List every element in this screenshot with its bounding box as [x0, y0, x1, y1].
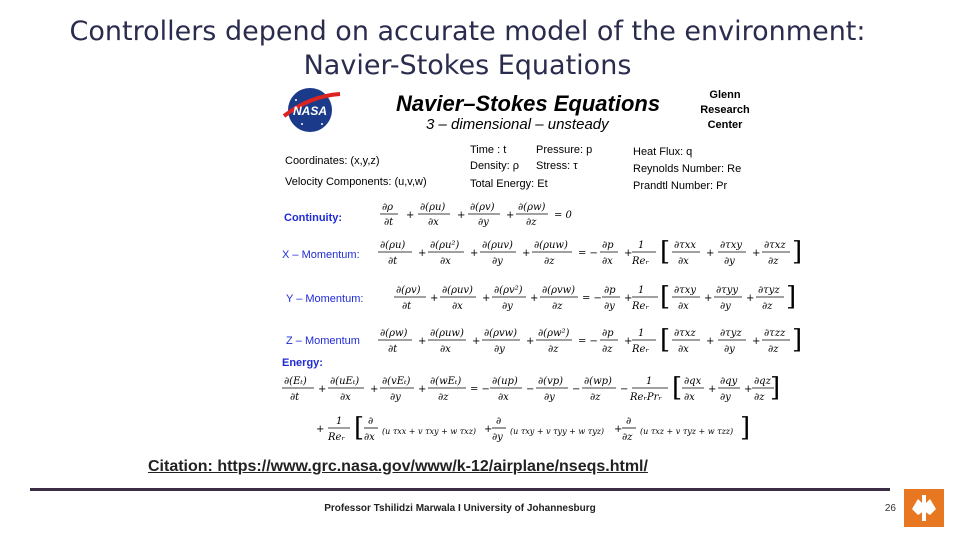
svg-text:∂t: ∂t: [388, 344, 398, 355]
svg-text:∂p: ∂p: [604, 285, 616, 296]
svg-text:−: −: [620, 384, 629, 395]
svg-text:∂τxy: ∂τxy: [720, 240, 742, 251]
svg-text:∂y: ∂y: [390, 392, 401, 403]
svg-text:∂z: ∂z: [552, 301, 563, 312]
svg-text:[: [: [672, 373, 683, 403]
svg-text:∂z: ∂z: [544, 256, 555, 267]
svg-text:+: +: [318, 384, 327, 395]
svg-text:∂(ρv): ∂(ρv): [470, 202, 495, 213]
svg-text:∂τxx: ∂τxx: [674, 240, 696, 251]
svg-text:Reᵣ: Reᵣ: [328, 432, 345, 443]
svg-text:∂(ρw): ∂(ρw): [518, 202, 546, 213]
density-def: Density: ρ: [470, 160, 520, 172]
svg-text:∂z: ∂z: [590, 392, 601, 403]
svg-text:∂y: ∂y: [604, 301, 615, 312]
total-energy-def: Total Energy: Et: [470, 178, 548, 190]
svg-text:∂(wp): ∂(wp): [584, 376, 612, 387]
svg-text:∂(wEₜ): ∂(wEₜ): [430, 376, 462, 387]
svg-text:∂(ρv²): ∂(ρv²): [494, 285, 523, 296]
svg-text:∂y: ∂y: [724, 256, 735, 267]
svg-text:∂z: ∂z: [768, 344, 779, 355]
svg-text:∂t: ∂t: [384, 217, 394, 228]
svg-text:∂z: ∂z: [602, 344, 613, 355]
svg-text:∂p: ∂p: [602, 328, 614, 339]
svg-text:+: +: [526, 336, 535, 347]
svg-text:∂x: ∂x: [678, 344, 689, 355]
svg-text:∂τyz: ∂τyz: [758, 285, 780, 296]
svg-text:+: +: [624, 248, 633, 259]
svg-text:+: +: [430, 293, 439, 304]
svg-text:(u τxz + v τyz + w τzz): (u τxz + v τyz + w τzz): [640, 427, 734, 436]
university-logo-icon: [904, 489, 944, 527]
svg-text:= −: = −: [470, 384, 490, 395]
z-momentum-label: Z – Momentum: [286, 335, 360, 347]
svg-text:−: −: [572, 384, 581, 395]
svg-text:∂(ρu²): ∂(ρu²): [430, 240, 460, 251]
svg-text:+: +: [706, 248, 715, 259]
figure-heading: Navier–Stokes Equations: [396, 91, 661, 116]
svg-text:∂y: ∂y: [720, 301, 731, 312]
svg-text:∂t: ∂t: [388, 256, 398, 267]
page-number: 26: [884, 503, 896, 514]
slide-title-line-1: Controllers depend on accurate model of the environment:: [69, 16, 866, 47]
svg-text:1: 1: [638, 285, 645, 296]
svg-text:∂z: ∂z: [438, 392, 449, 403]
svg-text:∂(vEₜ): ∂(vEₜ): [382, 376, 411, 387]
svg-text:∂qx: ∂qx: [684, 376, 702, 387]
svg-text:+: +: [752, 336, 761, 347]
pressure-def: Pressure: p: [536, 144, 593, 156]
svg-text:+: +: [744, 384, 753, 395]
svg-text:Reᵣ: Reᵣ: [632, 256, 649, 267]
svg-text:∂x: ∂x: [440, 256, 451, 267]
svg-text:∂τzz: ∂τzz: [764, 328, 786, 339]
reynolds-def: Reynolds Number: Re: [633, 163, 742, 175]
svg-text:+: +: [472, 336, 481, 347]
svg-text:+: +: [706, 336, 715, 347]
citation-link[interactable]: Citation: https://www.grc.nasa.gov/www/k-12/airplane/nseqs.html/: [148, 458, 648, 475]
svg-text:]: ]: [740, 413, 751, 443]
continuity-label: Continuity:: [284, 212, 343, 224]
svg-text:∂(ρu): ∂(ρu): [420, 202, 446, 213]
svg-text:= −: = −: [578, 336, 598, 347]
svg-text:∂(ρuw): ∂(ρuw): [534, 240, 568, 251]
svg-text:Reᵣ: Reᵣ: [632, 344, 649, 355]
svg-text:∂z: ∂z: [526, 217, 537, 228]
svg-text:+: +: [506, 210, 515, 221]
svg-text:1: 1: [638, 328, 645, 339]
svg-text:+: +: [370, 384, 379, 395]
heat-flux-def: Heat Flux: q: [633, 146, 693, 158]
svg-text:∂: ∂: [496, 416, 502, 427]
footer-divider: [30, 488, 890, 491]
svg-text:∂x: ∂x: [364, 432, 375, 443]
svg-text:∂x: ∂x: [340, 392, 351, 403]
svg-text:+: +: [752, 248, 761, 259]
svg-text:∂ρ: ∂ρ: [382, 202, 394, 213]
footer-text: Professor Tshilidzi Marwala I University of Johannesburg: [324, 503, 596, 514]
svg-text:+: +: [470, 248, 479, 259]
svg-text:∂z: ∂z: [768, 256, 779, 267]
svg-text:+: +: [457, 210, 466, 221]
glenn-line-3: Center: [707, 119, 743, 131]
svg-text:∂p: ∂p: [602, 240, 614, 251]
svg-text:(u τxy + v τyy + w τyz): (u τxy + v τyy + w τyz): [510, 427, 605, 436]
svg-text:∂(ρw): ∂(ρw): [380, 328, 408, 339]
glenn-line-1: Glenn: [709, 89, 741, 101]
svg-text:∂qy: ∂qy: [720, 376, 738, 387]
glenn-line-2: Research: [700, 104, 750, 116]
y-momentum-label: Y – Momentum:: [286, 293, 364, 305]
svg-text:∂τxz: ∂τxz: [764, 240, 786, 251]
svg-text:1: 1: [638, 240, 645, 251]
svg-text:= −: = −: [582, 293, 602, 304]
svg-text:∂(Eₜ): ∂(Eₜ): [284, 376, 307, 387]
x-momentum-label: X – Momentum:: [282, 249, 360, 261]
svg-text:ReᵣPrᵣ: ReᵣPrᵣ: [630, 392, 662, 403]
svg-text:∂(ρvw): ∂(ρvw): [542, 285, 576, 296]
svg-text:∂y: ∂y: [720, 392, 731, 403]
svg-text:+: +: [418, 336, 427, 347]
svg-text:∂z: ∂z: [754, 392, 765, 403]
svg-text:∂(uEₜ): ∂(uEₜ): [330, 376, 360, 387]
slide-title-line-2: Navier-Stokes Equations: [303, 50, 632, 81]
svg-text:∂y: ∂y: [724, 344, 735, 355]
svg-text:∂(up): ∂(up): [492, 376, 518, 387]
svg-text:[: [: [354, 413, 365, 443]
svg-text:∂τxz: ∂τxz: [674, 328, 696, 339]
navier-stokes-figure: [270, 86, 803, 452]
svg-text:∂(ρu): ∂(ρu): [380, 240, 406, 251]
svg-text:∂x: ∂x: [428, 217, 439, 228]
svg-text:∂(ρv): ∂(ρv): [396, 285, 421, 296]
equation-graphics: [282, 202, 802, 443]
svg-text:]: ]: [786, 282, 797, 312]
svg-text:∂z: ∂z: [762, 301, 773, 312]
svg-text:1: 1: [336, 416, 343, 427]
svg-text:+: +: [418, 384, 427, 395]
svg-text:+: +: [316, 424, 325, 435]
svg-text:]: ]: [770, 373, 781, 403]
stress-def: Stress: τ: [536, 160, 578, 172]
svg-text:∂x: ∂x: [678, 256, 689, 267]
svg-text:∂y: ∂y: [478, 217, 489, 228]
svg-text:∂z: ∂z: [622, 432, 633, 443]
svg-text:+: +: [624, 293, 633, 304]
svg-text:+: +: [708, 384, 717, 395]
svg-text:∂y: ∂y: [492, 432, 503, 443]
svg-text:∂x: ∂x: [440, 344, 451, 355]
svg-text:∂x: ∂x: [602, 256, 613, 267]
svg-text:Reᵣ: Reᵣ: [632, 301, 649, 312]
svg-text:∂τxy: ∂τxy: [674, 285, 696, 296]
svg-text:+: +: [418, 248, 427, 259]
svg-text:[: [: [660, 237, 671, 267]
nasa-logo: [284, 88, 340, 132]
svg-text:[: [: [660, 325, 671, 355]
prandtl-def: Prandtl Number: Pr: [633, 180, 728, 192]
svg-text:∂x: ∂x: [678, 301, 689, 312]
svg-text:∂: ∂: [368, 416, 374, 427]
svg-text:∂(ρw²): ∂(ρw²): [538, 328, 570, 339]
coordinates-def: Coordinates: (x,y,z): [285, 155, 380, 167]
svg-text:∂τyz: ∂τyz: [720, 328, 742, 339]
svg-text:∂(ρuv): ∂(ρuv): [442, 285, 473, 296]
svg-text:(u τxx + v τxy + w τxz): (u τxx + v τxy + w τxz): [382, 427, 477, 436]
svg-text:∂(ρuw): ∂(ρuw): [430, 328, 464, 339]
figure-subheading: 3 – dimensional – unsteady: [426, 116, 609, 133]
svg-text:∂(vp): ∂(vp): [538, 376, 564, 387]
svg-text:∂y: ∂y: [544, 392, 555, 403]
svg-text:= −: = −: [578, 248, 598, 259]
svg-text:+: +: [704, 293, 713, 304]
svg-text:∂y: ∂y: [502, 301, 513, 312]
svg-text:= 0: = 0: [554, 210, 572, 221]
time-def: Time : t: [470, 144, 507, 156]
svg-text:∂x: ∂x: [452, 301, 463, 312]
svg-text:1: 1: [646, 376, 653, 387]
svg-text:∂y: ∂y: [494, 344, 505, 355]
svg-text:+: +: [482, 293, 491, 304]
svg-text:∂(ρuv): ∂(ρuv): [482, 240, 513, 251]
svg-text:+: +: [530, 293, 539, 304]
energy-label: Energy:: [282, 357, 323, 369]
svg-text:+: +: [624, 336, 633, 347]
svg-text:∂y: ∂y: [492, 256, 503, 267]
svg-text:∂: ∂: [626, 416, 632, 427]
svg-text:∂z: ∂z: [548, 344, 559, 355]
velocity-def: Velocity Components: (u,v,w): [285, 176, 427, 188]
svg-text:∂x: ∂x: [498, 392, 509, 403]
svg-text:+: +: [406, 210, 415, 221]
svg-text:∂qz: ∂qz: [754, 376, 771, 387]
svg-text:∂τyy: ∂τyy: [716, 285, 739, 296]
nasa-logo-text: NASA: [292, 104, 328, 118]
svg-text:∂t: ∂t: [402, 301, 412, 312]
svg-text:−: −: [526, 384, 535, 395]
svg-text:+: +: [522, 248, 531, 259]
svg-text:∂t: ∂t: [290, 392, 300, 403]
svg-text:+: +: [614, 424, 623, 435]
svg-text:]: ]: [792, 325, 803, 355]
svg-text:+: +: [746, 293, 755, 304]
svg-text:∂x: ∂x: [684, 392, 695, 403]
svg-text:∂(ρvw): ∂(ρvw): [484, 328, 518, 339]
svg-text:]: ]: [792, 237, 803, 267]
svg-text:[: [: [660, 282, 671, 312]
svg-text:+: +: [484, 424, 493, 435]
